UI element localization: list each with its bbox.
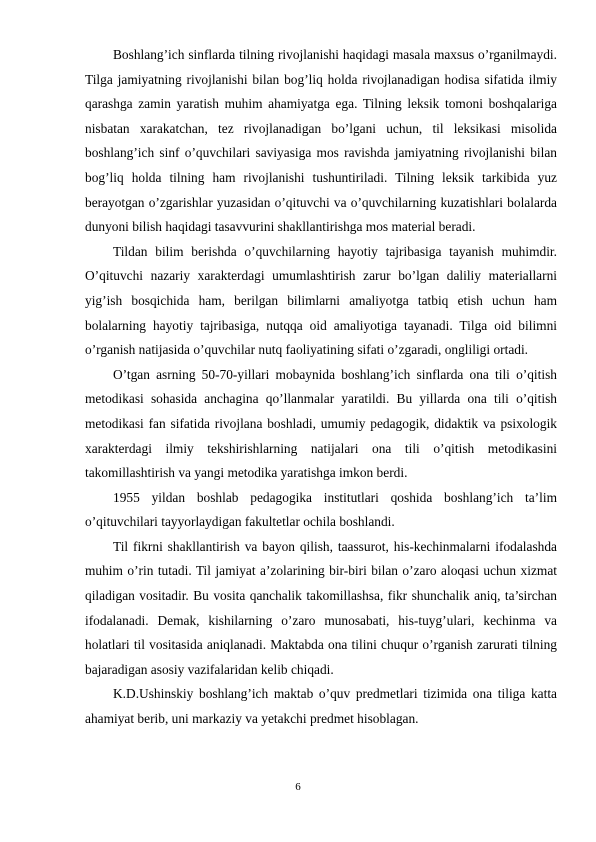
- paragraph: Til fikrni shakllantirish va bayon qilish, taassurot, his-kechinmalarni ifodalashda muhim o’rin tutadi. Til jamiyat a’zolarining bir-biri bilan o’zaro aloqasi uchun xizmat qiladigan vositadir. Bu vosita qanchalik takomillashsa, fikr shunchalik aniq, ta’sirchan ifodalanadi. Demak, kishilarning o’zaro munosabati, his-tuyg’ulari, kechinma va holatlari til vositasida aniqlanadi. Maktabda ona tilini chuqur o’rganish zarurati tilning bajaradigan asosiy vazifalaridan kelib chiqadi.: [85, 538, 557, 677]
- paragraph: Tildan bilim berishda o’quvchilarning hayotiy tajribasiga tayanish muhimdir. O’qituvchi nazariy xarakterdagi umumlashtirish zarur bo’lgan daliliy materiallarni yig’ish bosqichida ham, berilgan bilimlarni amaliyotga tatbiq etish uchun ham bolalarning hayotiy tajribasiga, nutqqa oid amaliyotiga tayanadi. Tilga oid bilimni o’rganish natijasida o’quvchilar nutq faoliyatining sifati o’zgaradi, ongliligi ortadi.: [85, 243, 557, 358]
- paragraph: 1955 yildan boshlab pedagogika institutlari qoshida boshlang’ich ta’lim o’qituvchilari tayyorlaydigan fakultetlar ochila boshlandi.: [85, 489, 557, 530]
- paragraph: Boshlang’ich sinflarda tilning rivojlanishi haqidagi masala maxsus o’rganilmaydi. Tilga jamiyatning rivojlanishi bilan bog’liq holda rivojlanadigan hodisa sifatida ilmiy qarashga zamin yaratish muhim ahamiyatga ega. Tilning leksik tomoni boshqalariga nisbatan xarakatchan, tez rivojlanadigan bo’lgani uchun, til leksikasi misolida boshlang’ich sinf o’quvchilari saviyasiga mos ravishda jamiyatning rivojlanishi bilan bog’liq holda tilning ham rivojlanishi tushuntiriladi. Tilning leksik tarkibida yuz berayotgan o’zgarishlar yuzasidan o’qituvchi va o’quvchilarning kuzatishlari bolalarda dunyoni bilish haqidagi tasavvurini shakllantirishga mos material beradi.: [85, 47, 557, 235]
- page-number: 6: [295, 781, 301, 793]
- paragraph: K.D.Ushinskiy boshlang’ich maktab o’quv predmetlari tizimida ona tiliga katta ahamiyat berib, uni markaziy va yetakchi predmet hisoblagan.: [85, 686, 557, 727]
- body-text: [85, 43, 557, 732]
- paragraph: O’tgan asrning 50-70-yillari mobaynida boshlang’ich sinflarda ona tili o’qitish metodikasi sohasida anchagina qo’llanmalar yaratildi. Bu yillarda ona tili o’qitish metodikasi fan sifatida rivojlana boshladi, umumiy pedagogik, didaktik va psixologik xarakterdagi ilmiy tekshirishlarning natijalari ona tili o’qitish metodikasini takomillashtirish va yangi metodika yaratishga imkon berdi.: [85, 366, 557, 481]
